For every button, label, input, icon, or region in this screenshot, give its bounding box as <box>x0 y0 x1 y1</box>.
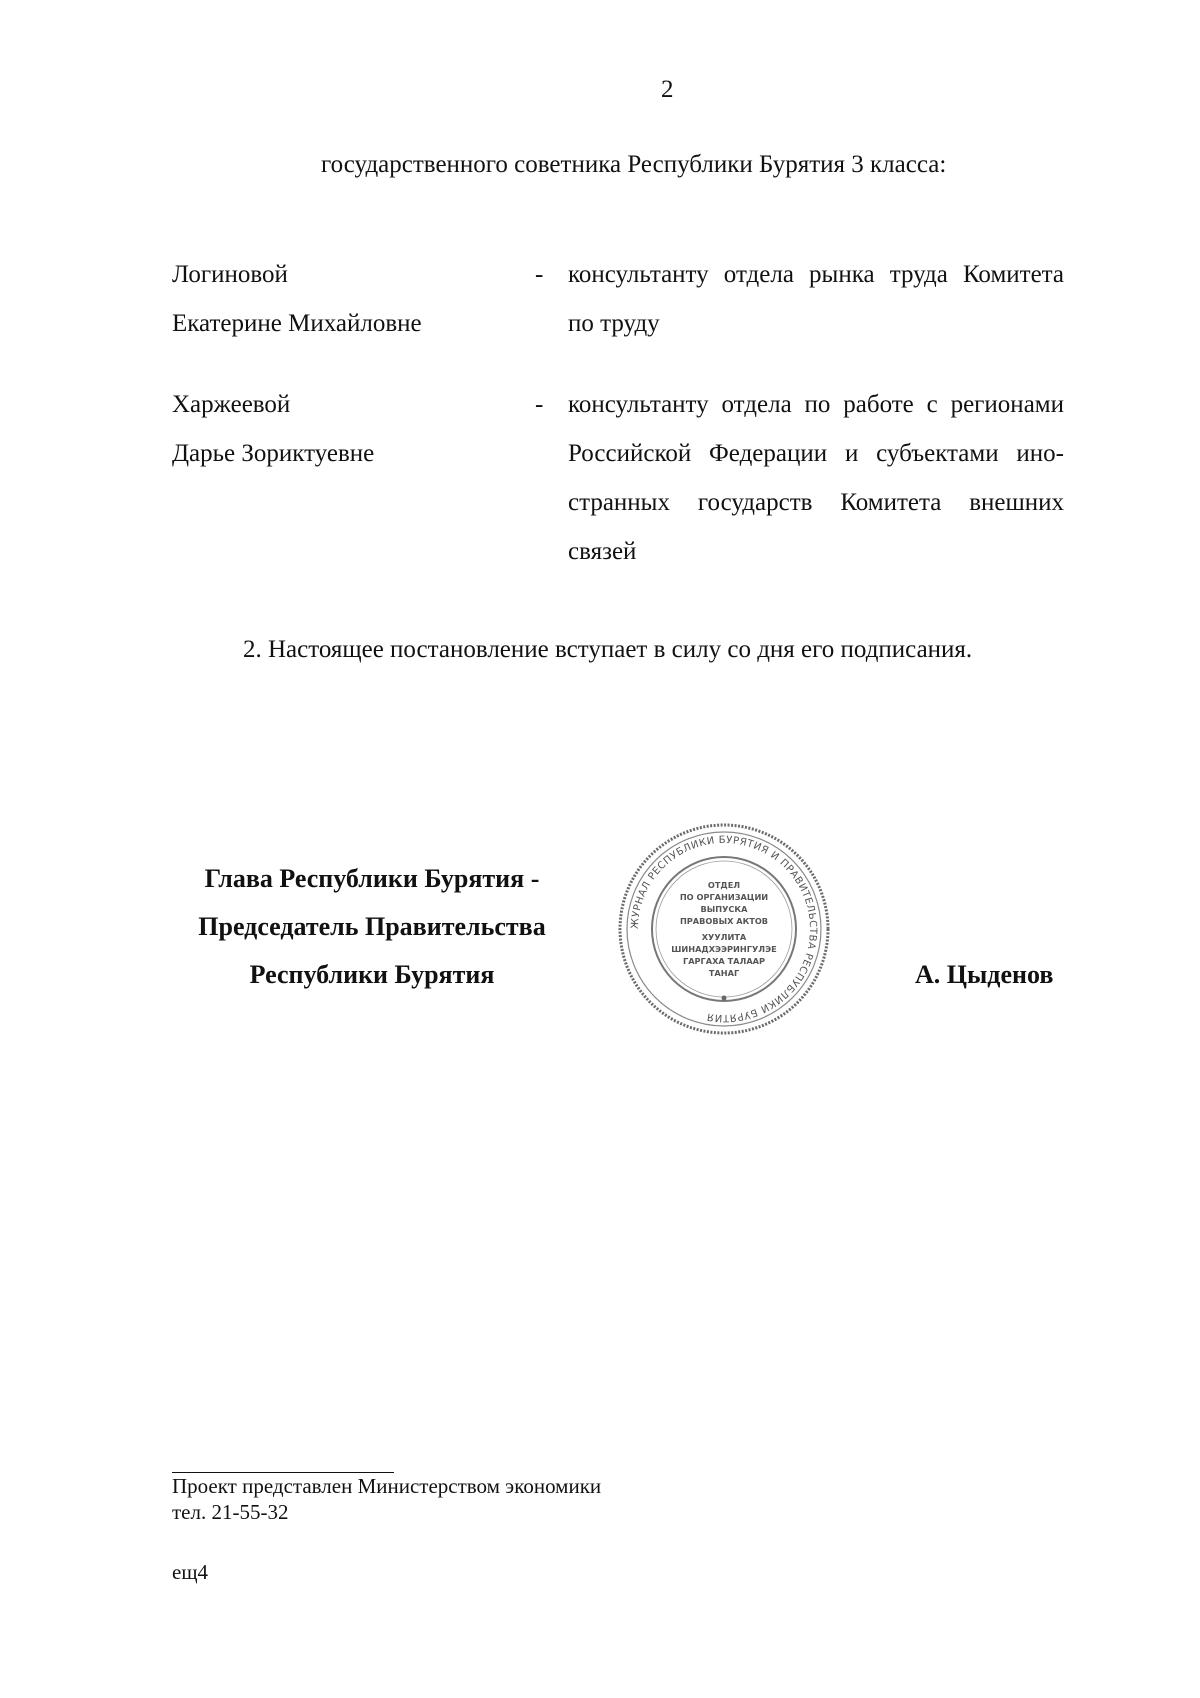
seal-line-2: ПО ОРГАНИЗАЦИИ <box>679 892 769 902</box>
intro-line: государственного советника Республики Бурятия 3 класса: <box>321 151 947 178</box>
seal-line-4: ПРАВОВЫХ АКТОВ <box>679 916 769 926</box>
signatory-title-line-2: Председатель Правительства <box>198 912 546 941</box>
appointee-1-surname: Логиновой <box>172 261 288 288</box>
appointee-1-given-names: Екатерине Михайловне <box>172 310 422 337</box>
official-seal-stamp <box>617 822 831 1036</box>
appointee-1-role-line-1: консультанту отдела рынка труда Комитета <box>568 261 1064 288</box>
seal-outer-text: ЖУРНАЛ РЕСПУБЛИКИ БУРЯТИЯ И ПРАВИТЕЛЬСТВА РЕСПУБЛИКИ БУРЯТИЯ <box>629 834 819 1024</box>
seal-line-6: ШИНАДХЭЭРИНГУЛЭЕ <box>671 944 777 954</box>
appointee-2-given-names: Дарье Зориктуевне <box>172 440 375 467</box>
appointee-1-dash: - <box>535 261 544 288</box>
appointee-2-role-line-4: связей <box>568 538 637 565</box>
signatory-name: А. Цыденов <box>915 960 1054 989</box>
seal-line-1: ОТДЕЛ <box>707 880 741 890</box>
svg-text:ЖУРНАЛ РЕСПУБЛИКИ БУРЯТИЯ И ПР <box>630 835 818 1023</box>
seal-line-5: ХУУЛИТА <box>701 932 747 942</box>
signatory-title-line-3: Республики Бурятия <box>249 960 495 989</box>
footer-code: ещ4 <box>172 1560 208 1584</box>
appointee-1-role-line-2: по труду <box>568 310 660 337</box>
page-number: 2 <box>661 76 674 103</box>
footer-prepared-by: Проект представлен Министерством экономики <box>172 1474 602 1498</box>
appointee-2-dash: - <box>535 391 544 418</box>
footer-phone: тел. 21-55-32 <box>172 1500 289 1524</box>
signatory-title-line-1: Глава Республики Бурятия - <box>204 864 540 893</box>
footer-rule <box>172 1472 394 1473</box>
appointee-2-surname: Харжеевой <box>172 391 291 418</box>
appointee-2-role-line-3: странных государств Комитета внешних <box>568 489 1064 516</box>
appointee-2-role-line-2: Российской Федерации и субъектами ино- <box>568 440 1064 467</box>
seal-line-8: ТАНАГ <box>708 968 740 978</box>
seal-line-3: ВЫПУСКА <box>700 904 748 914</box>
seal-line-7: ГАРГАХА ТАЛААР <box>682 956 766 966</box>
appointee-2-role-line-1: консультанту отдела по работе с регионами <box>568 391 1064 418</box>
clause-2: 2. Настоящее постановление вступает в силу со дня его подписания. <box>243 636 973 663</box>
